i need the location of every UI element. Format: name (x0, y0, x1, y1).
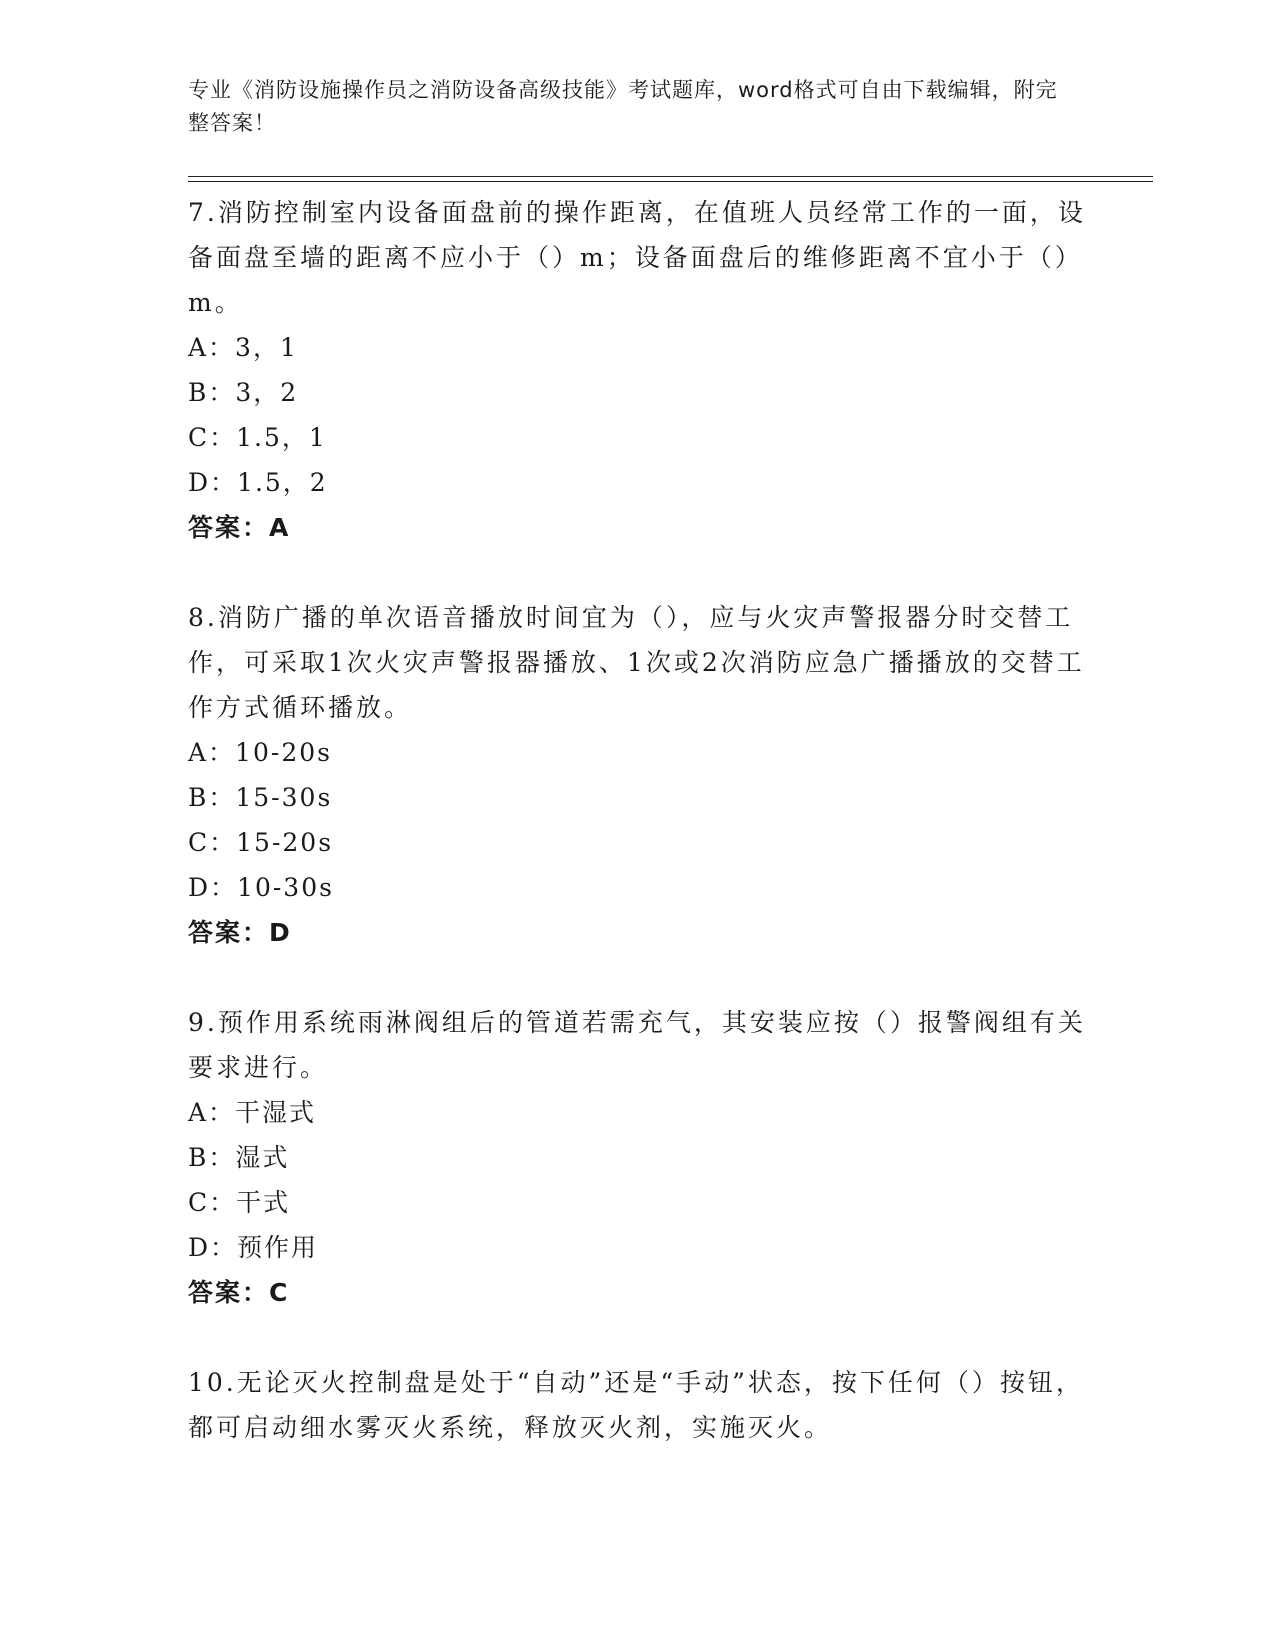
answer-label: 答案：A (188, 513, 291, 542)
question-text: 7.消防控制室内设备面盘前的操作距离，在值班人员经常工作的一面，设备面盘至墙的距离不应小于（）m；设备面盘后的维修距离不宜小于（）m。 (188, 198, 1086, 317)
option-d: D：预作用 (188, 1233, 319, 1262)
option-b: B：3，2 (188, 378, 299, 407)
question-9 (188, 1000, 1088, 1315)
question-7 (188, 190, 1088, 550)
option-c: C：1.5，1 (188, 423, 327, 452)
answer-label: 答案：C (188, 1278, 290, 1307)
option-d: D：10-30s (188, 873, 334, 902)
option-a: A：10-20s (188, 738, 332, 767)
question-text: 10.无论灭火控制盘是处于“自动”还是“手动”状态，按下任何（）按钮，都可启动细水雾灭火系统，释放灭火剂，实施灭火。 (188, 1368, 1084, 1442)
header-divider-top (188, 176, 1153, 177)
question-text: 9.预作用系统雨淋阀组后的管道若需充气，其安装应按（）报警阀组有关要求进行。 (188, 1008, 1086, 1082)
document-header: 专业《消防设施操作员之消防设备高级技能》考试题库，word格式可自由下载编辑，附完整答案！ (188, 78, 1058, 135)
question-list (188, 190, 1088, 1495)
answer-label: 答案：D (188, 918, 292, 947)
option-b: B：湿式 (188, 1143, 290, 1172)
question-8 (188, 595, 1088, 955)
option-a: A：3，1 (188, 333, 298, 362)
question-10 (188, 1360, 1088, 1450)
option-b: B：15-30s (188, 783, 333, 812)
option-c: C：15-20s (188, 828, 334, 857)
option-c: C：干式 (188, 1188, 291, 1217)
option-d: D：1.5，2 (188, 468, 328, 497)
header-divider-bottom (188, 181, 1153, 182)
option-a: A：干湿式 (188, 1098, 317, 1127)
question-text: 8.消防广播的单次语音播放时间宜为（），应与火灾声警报器分时交替工作，可采取1次火灾声警报器播放、1次或2次消防应急广播播放的交替工作方式循环播放。 (188, 603, 1085, 722)
